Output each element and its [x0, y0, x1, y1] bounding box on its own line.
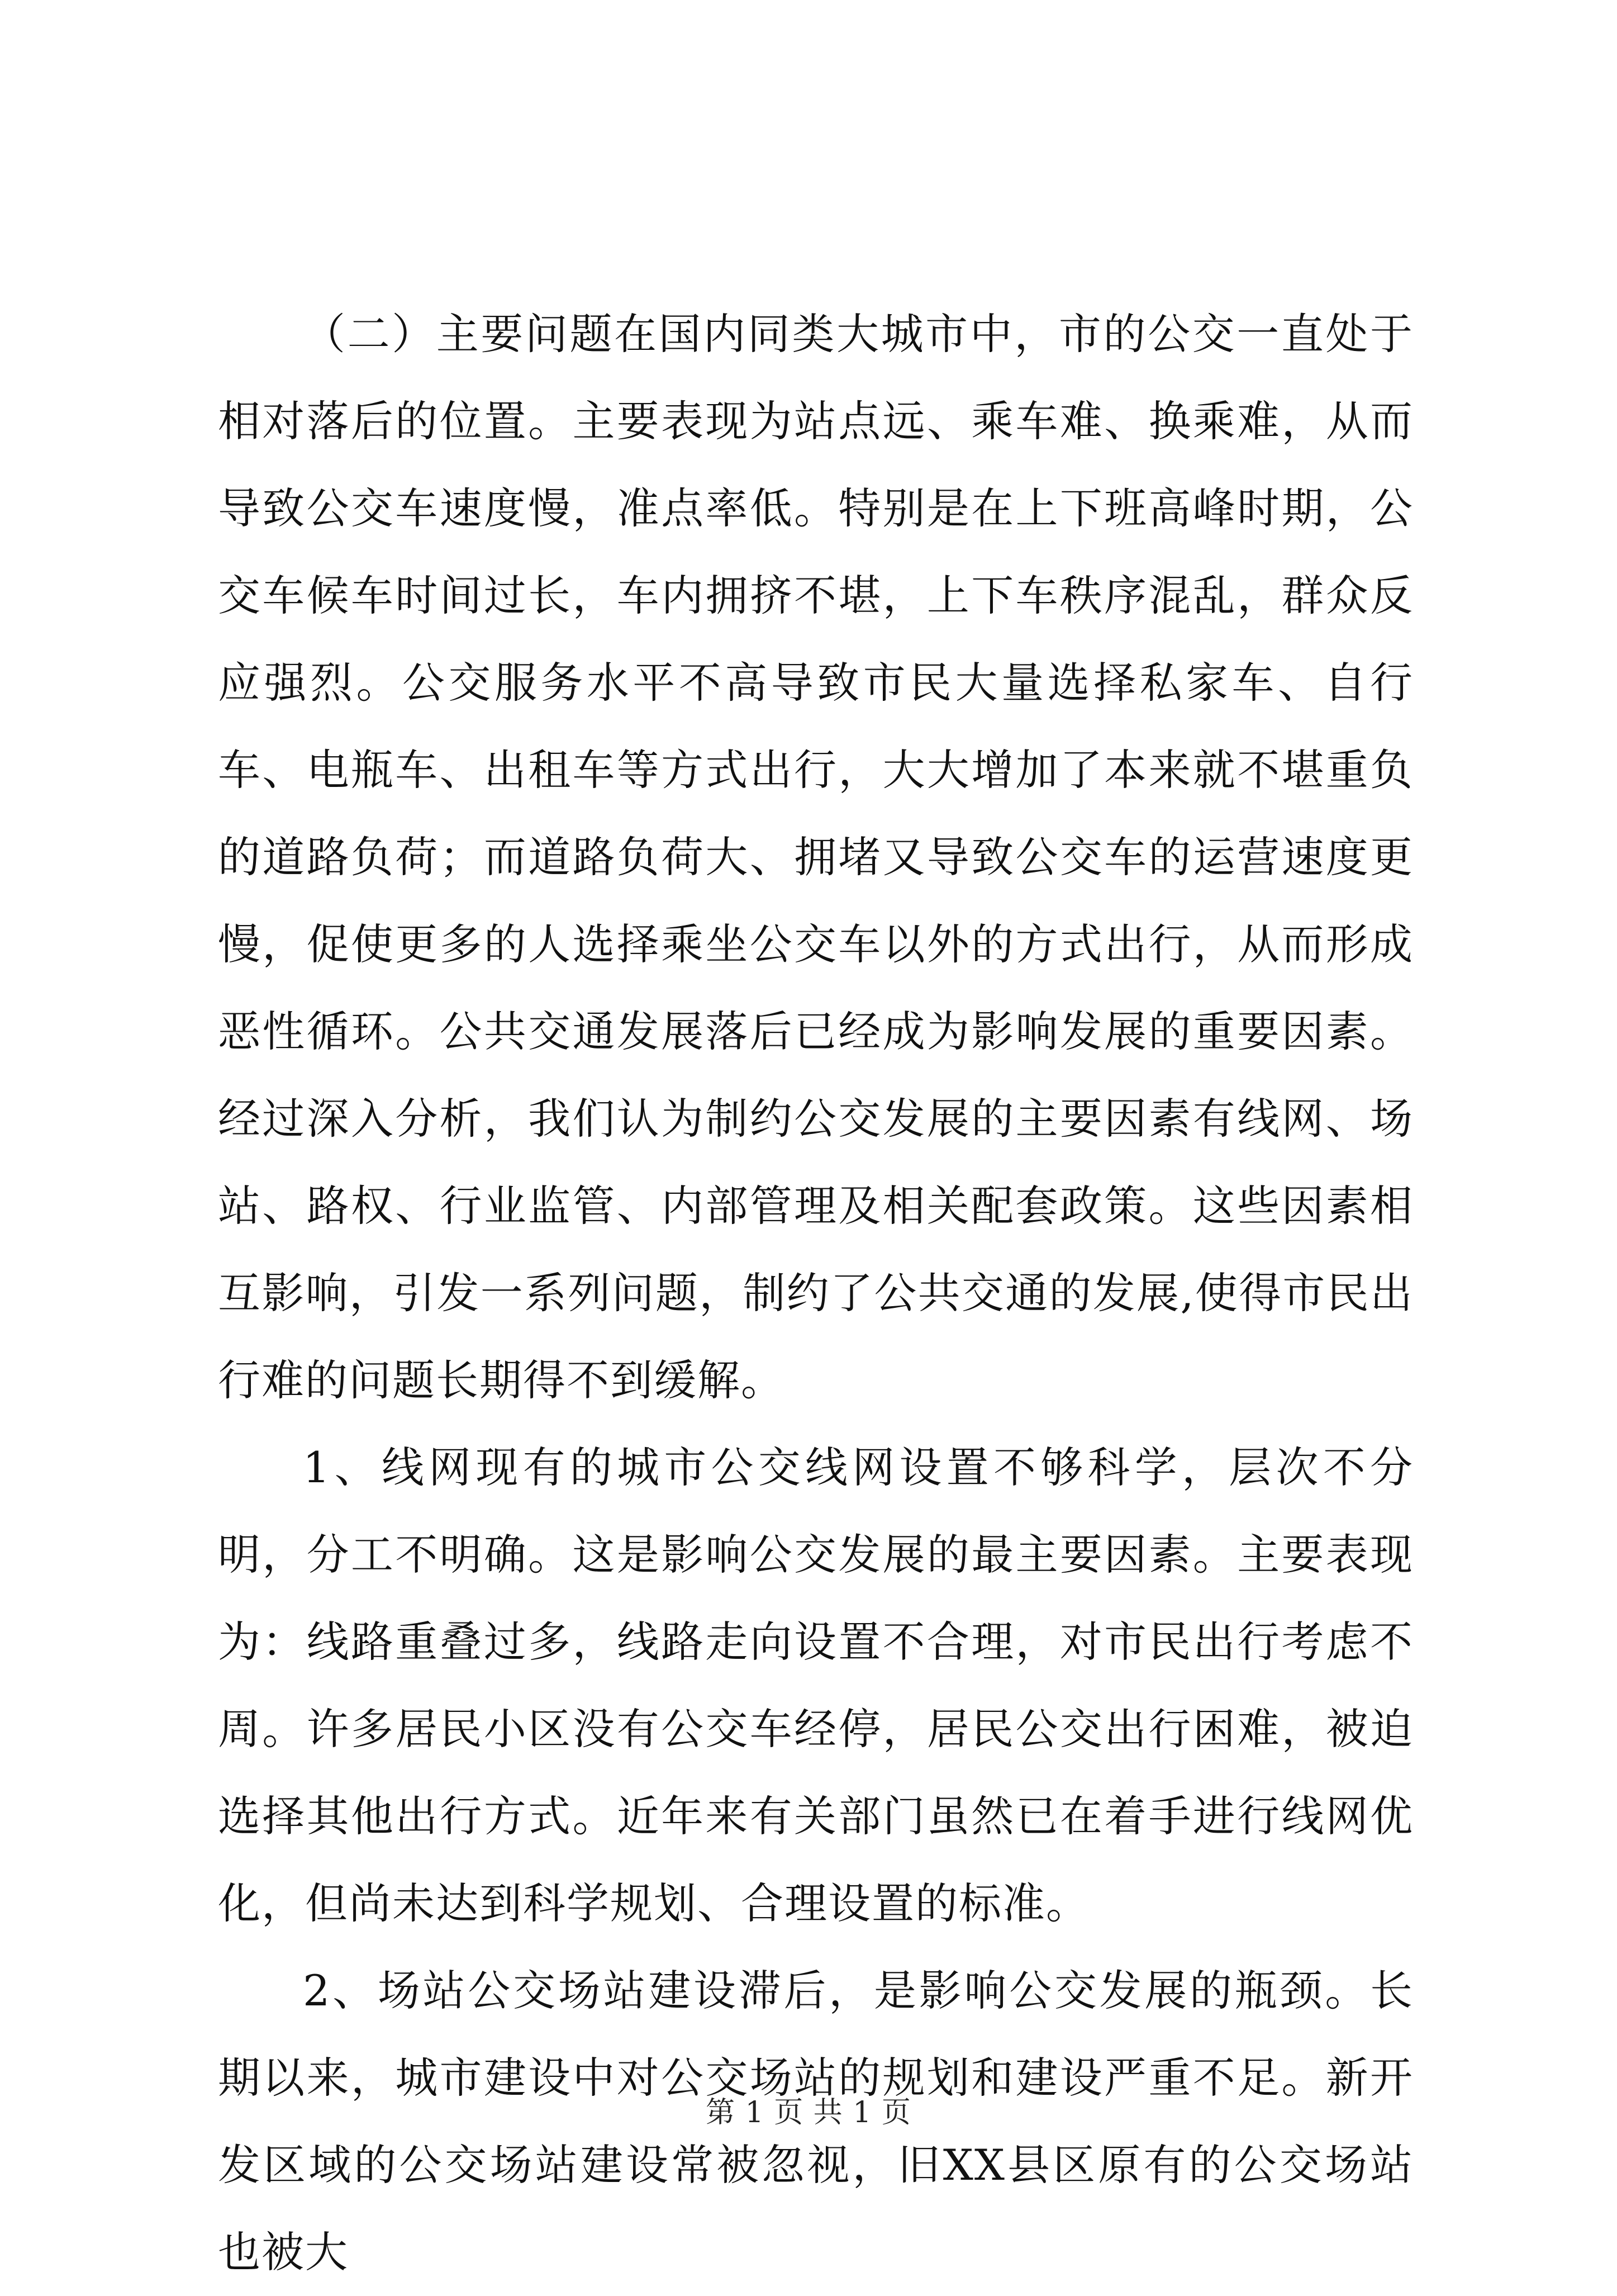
paragraph-line-network: 1、线网现有的城市公交线网设置不够科学，层次不分明，分工不明确。这是影响公交发展的最主要因素。主要表现为：线路重叠过多，线路走向设置不合理，对市民出行考虑不周。许多居民小区没有公交车经停，居民公交出行困难，被迫选择其他出行方式。近年来有关部门虽然已在着手进行线网优化，但尚未达到科学规划、合理设置的标准。	[218, 1443, 1414, 1928]
page-footer: 第 1 页 共 1 页	[706, 2096, 911, 2129]
paragraph-stations: 2、场站公交场站建设滞后，是影响公交发展的瓶颈。长期以来，城市建设中对公交场站的规划和建设严重不足。新开发区域的公交场站建设常被忽视，旧XX县区原有的公交场站也被大	[218, 1966, 1414, 2277]
paragraph-main-problems: （二）主要问题在国内同类大城市中，市的公交一直处于相对落后的位置。主要表现为站点远、乘车难、换乘难，从而导致公交车速度慢，准点率低。特别是在上下班高峰时期，公交车候车时间过长，车内拥挤不堪，上下车秩序混乱，群众反应强烈。公交服务水平不高导致市民大量选择私家车、自行车、电瓶车、出租车等方式出行，大大增加了本来就不堪重负的道路负荷；而道路负荷大、拥堵又导致公交车的运营速度更慢，促使更多的人选择乘坐公交车以外的方式出行，从而形成恶性循环。公共交通发展落后已经成为影响发展的重要因素。经过深入分析，我们认为制约公交发展的主要因素有线网、场站、路权、行业监管、内部管理及相关配套政策。这些因素相互影响，引发一系列问题，制约了公共交通的发展,使得市民出行难的问题长期得不到缓解。	[218, 309, 1414, 1405]
document-body	[218, 291, 1414, 2296]
